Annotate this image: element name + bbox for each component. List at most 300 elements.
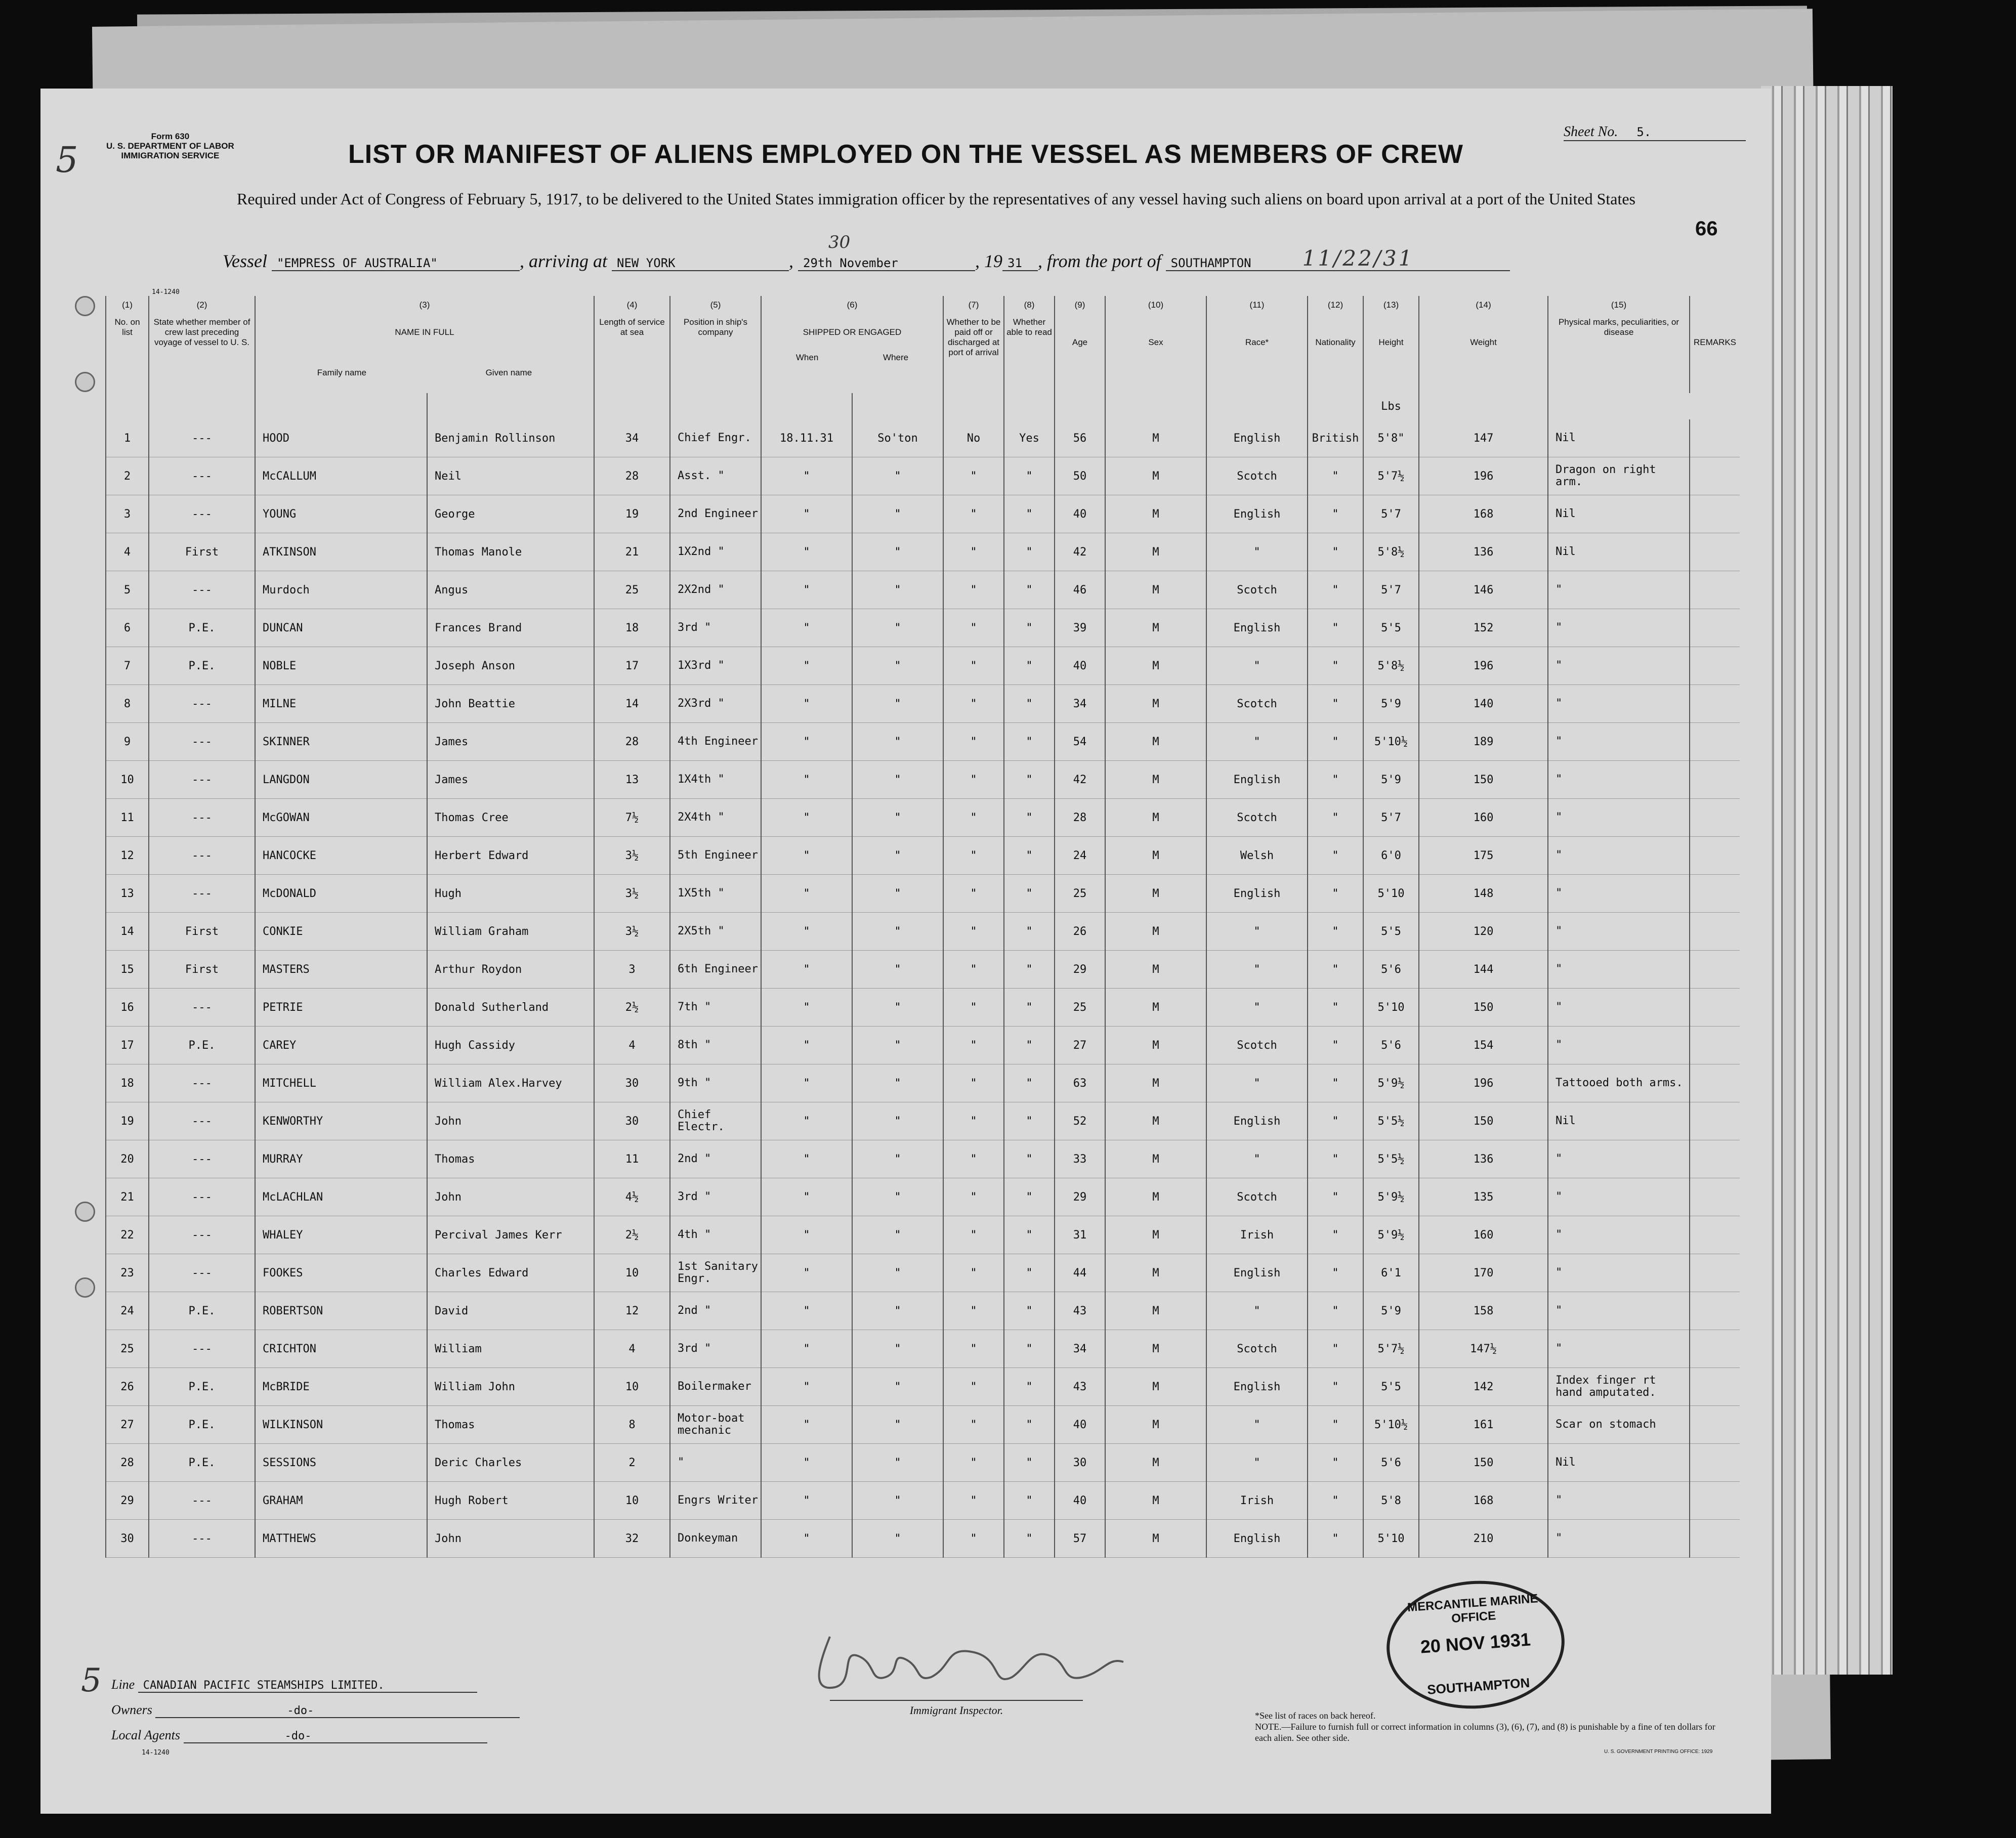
engaged-where: ": [852, 989, 943, 1027]
engaged-when: ": [761, 1444, 852, 1482]
sex: M: [1105, 761, 1206, 799]
crew-row: [106, 419, 1740, 457]
remarks-cell: [1690, 989, 1740, 1027]
race: English: [1206, 1368, 1308, 1406]
vessel-label: Vessel: [223, 251, 267, 271]
height: 5'8": [1363, 419, 1419, 457]
service-length: 2½: [594, 989, 670, 1027]
engaged-where: So'ton: [852, 419, 943, 457]
remarks-cell: [1690, 1140, 1740, 1178]
height: 5'10: [1363, 875, 1419, 913]
race: English: [1206, 761, 1308, 799]
physical-marks: ": [1548, 875, 1690, 913]
able-to-read: ": [1004, 1368, 1055, 1406]
previous-voyage: First: [149, 951, 255, 989]
able-to-read: ": [1004, 1444, 1055, 1482]
age: 33: [1055, 1140, 1105, 1178]
nationality: ": [1308, 837, 1363, 875]
weight: 168: [1419, 1482, 1548, 1520]
position: 1X2nd ": [670, 533, 761, 571]
engaged-where: ": [852, 1027, 943, 1064]
remarks-cell: [1690, 1027, 1740, 1064]
previous-voyage: P.E.: [149, 1406, 255, 1444]
engaged-where: ": [852, 913, 943, 951]
height: 5'7½: [1363, 1330, 1419, 1368]
previous-voyage: P.E.: [149, 1368, 255, 1406]
previous-voyage: ---: [149, 419, 255, 457]
paid-off: ": [943, 1330, 1004, 1368]
height: 5'5½: [1363, 1102, 1419, 1140]
engaged-where: ": [852, 837, 943, 875]
height: 5'9½: [1363, 1064, 1419, 1102]
sex: M: [1105, 1444, 1206, 1482]
line-field: [111, 1677, 477, 1693]
arrival-year: 31: [1002, 256, 1038, 271]
race: ": [1206, 1292, 1308, 1330]
header-able-read: Whether able to read: [1004, 317, 1055, 393]
position: 2X3rd ": [670, 685, 761, 723]
crew-row: [106, 1102, 1740, 1140]
remarks-cell: [1690, 1216, 1740, 1254]
crew-row: [106, 951, 1740, 989]
paid-off: ": [943, 533, 1004, 571]
physical-marks: ": [1548, 913, 1690, 951]
engaged-when: ": [761, 875, 852, 913]
engaged-where: ": [852, 647, 943, 685]
given-name: John: [427, 1178, 594, 1216]
given-name: William Graham: [427, 913, 594, 951]
physical-marks: ": [1548, 609, 1690, 647]
height: 5'6: [1363, 951, 1419, 989]
family-name: FOOKES: [255, 1254, 427, 1292]
line-label: Line: [111, 1677, 135, 1692]
date-correction: 30: [828, 232, 851, 252]
able-to-read: ": [1004, 951, 1055, 989]
nationality: ": [1308, 609, 1363, 647]
vessel-name: "EMPRESS OF AUSTRALIA": [272, 256, 520, 271]
given-name: William Alex.Harvey: [427, 1064, 594, 1102]
previous-voyage: ---: [149, 1178, 255, 1216]
sex: M: [1105, 571, 1206, 609]
sex: M: [1105, 609, 1206, 647]
header-length-service: Length of service at sea: [594, 317, 670, 393]
service-length: 18: [594, 609, 670, 647]
race: Scotch: [1206, 457, 1308, 495]
able-to-read: ": [1004, 685, 1055, 723]
service-length: 19: [594, 495, 670, 533]
physical-marks: Scar on stomach: [1548, 1406, 1690, 1444]
nationality: ": [1308, 1406, 1363, 1444]
race: English: [1206, 1520, 1308, 1558]
crew-row: [106, 1216, 1740, 1254]
family-name: SESSIONS: [255, 1444, 427, 1482]
nationality: ": [1308, 1368, 1363, 1406]
service-length: 30: [594, 1064, 670, 1102]
column-number: (9): [1055, 296, 1105, 317]
header-sex-label: Sex: [1148, 337, 1163, 347]
previous-voyage: ---: [149, 457, 255, 495]
sex: M: [1105, 951, 1206, 989]
family-name: CONKIE: [255, 913, 427, 951]
crew-number: 7: [106, 647, 149, 685]
crew-row: [106, 533, 1740, 571]
weight: 142: [1419, 1368, 1548, 1406]
height: 5'9½: [1363, 1216, 1419, 1254]
crew-row: [106, 913, 1740, 951]
age: 50: [1055, 457, 1105, 495]
year-label: , 19: [975, 251, 1002, 271]
crew-number: 29: [106, 1482, 149, 1520]
able-to-read: ": [1004, 647, 1055, 685]
height: 5'9½: [1363, 1178, 1419, 1216]
race: Scotch: [1206, 1178, 1308, 1216]
remarks-cell: [1690, 457, 1740, 495]
able-to-read: ": [1004, 1254, 1055, 1292]
crew-number: 26: [106, 1368, 149, 1406]
nationality: ": [1308, 951, 1363, 989]
service-length: 10: [594, 1254, 670, 1292]
crew-number: 1: [106, 419, 149, 457]
able-to-read: ": [1004, 1216, 1055, 1254]
paid-off: ": [943, 1064, 1004, 1102]
header-where: Where: [883, 353, 909, 362]
footnotes: [1255, 1710, 1720, 1743]
height: 5'7: [1363, 571, 1419, 609]
race: ": [1206, 723, 1308, 761]
paid-off: ": [943, 1140, 1004, 1178]
engaged-where: ": [852, 1178, 943, 1216]
service-length: 25: [594, 571, 670, 609]
engaged-when: ": [761, 1178, 852, 1216]
sex: M: [1105, 1027, 1206, 1064]
physical-marks: ": [1548, 837, 1690, 875]
column-number: (3): [255, 296, 594, 317]
column-number: (13): [1363, 296, 1419, 317]
able-to-read: ": [1004, 609, 1055, 647]
able-to-read: ": [1004, 799, 1055, 837]
sex: M: [1105, 1520, 1206, 1558]
position: 1X5th ": [670, 875, 761, 913]
weight: 146: [1419, 571, 1548, 609]
family-name: ROBERTSON: [255, 1292, 427, 1330]
age: 54: [1055, 723, 1105, 761]
physical-marks: ": [1548, 799, 1690, 837]
crew-number: 11: [106, 799, 149, 837]
position: Motor-boat mechanic: [670, 1406, 761, 1444]
sheet-number-label: Sheet No.: [1564, 124, 1618, 140]
units-row: [106, 393, 1740, 419]
given-name: James: [427, 761, 594, 799]
penalty-note: NOTE.—Failure to furnish full or correct information in columns (3), (6), (7), and (8) is punishable by a fine of ten dollars for each alien. See other side.: [1255, 1722, 1715, 1743]
sex: M: [1105, 1406, 1206, 1444]
position: Asst. ": [670, 457, 761, 495]
age: 40: [1055, 495, 1105, 533]
engaged-when: ": [761, 685, 852, 723]
sex: M: [1105, 685, 1206, 723]
weight: 210: [1419, 1520, 1548, 1558]
given-name: William John: [427, 1368, 594, 1406]
crew-number: 20: [106, 1140, 149, 1178]
crew-row: [106, 1254, 1740, 1292]
crew-number: 3: [106, 495, 149, 533]
engaged-where: ": [852, 609, 943, 647]
crew-row: [106, 875, 1740, 913]
sex: M: [1105, 419, 1206, 457]
weight: 140: [1419, 685, 1548, 723]
age: 26: [1055, 913, 1105, 951]
position: Boilermaker: [670, 1368, 761, 1406]
weight: 168: [1419, 495, 1548, 533]
position: 2nd Engineer: [670, 495, 761, 533]
crew-number: 6: [106, 609, 149, 647]
header-given-name: Given name: [485, 368, 532, 377]
remarks-cell: [1690, 685, 1740, 723]
column-number: (15): [1548, 296, 1690, 317]
engaged-when: ": [761, 571, 852, 609]
crew-number: 10: [106, 761, 149, 799]
nationality: ": [1308, 1254, 1363, 1292]
weight-unit: Lbs: [1363, 393, 1419, 419]
physical-marks: ": [1548, 1292, 1690, 1330]
remarks-cell: [1690, 1254, 1740, 1292]
printer-imprint: U. S. GOVERNMENT PRINTING OFFICE: 1929: [1604, 1749, 1713, 1755]
weight: 158: [1419, 1292, 1548, 1330]
previous-voyage: ---: [149, 761, 255, 799]
sex: M: [1105, 1064, 1206, 1102]
race: English: [1206, 1102, 1308, 1140]
crew-row: [106, 1482, 1740, 1520]
race: ": [1206, 1064, 1308, 1102]
paid-off: ": [943, 1027, 1004, 1064]
binder-hole: [75, 1277, 95, 1298]
weight: 144: [1419, 951, 1548, 989]
engaged-when: 18.11.31: [761, 419, 852, 457]
stamp-top-text: MERCANTILE MARINE OFFICE: [1407, 1592, 1539, 1626]
agents-label: Local Agents: [111, 1728, 181, 1742]
previous-voyage: ---: [149, 1330, 255, 1368]
remarks-cell: [1690, 609, 1740, 647]
family-name: McGOWAN: [255, 799, 427, 837]
sex: M: [1105, 989, 1206, 1027]
service-length: 4½: [594, 1178, 670, 1216]
header-nationality-label: Nationality: [1315, 337, 1356, 347]
crew-row: [106, 647, 1740, 685]
sex: M: [1105, 1216, 1206, 1254]
race: Irish: [1206, 1482, 1308, 1520]
paid-off: ": [943, 685, 1004, 723]
header-age: [1055, 317, 1105, 393]
race: ": [1206, 1140, 1308, 1178]
given-name: Hugh: [427, 875, 594, 913]
binder-hole: [75, 296, 95, 316]
family-name: MILNE: [255, 685, 427, 723]
weight: 136: [1419, 533, 1548, 571]
weight: 196: [1419, 457, 1548, 495]
agents-field: [111, 1728, 487, 1743]
age: 25: [1055, 989, 1105, 1027]
physical-marks: ": [1548, 1482, 1690, 1520]
crew-number: 22: [106, 1216, 149, 1254]
paid-off: ": [943, 875, 1004, 913]
sex: M: [1105, 1254, 1206, 1292]
crew-row: [106, 837, 1740, 875]
engaged-where: ": [852, 1216, 943, 1254]
nationality: ": [1308, 1027, 1363, 1064]
crew-number: 8: [106, 685, 149, 723]
physical-marks: ": [1548, 1216, 1690, 1254]
race: English: [1206, 875, 1308, 913]
engaged-when: ": [761, 1482, 852, 1520]
engaged-when: ": [761, 837, 852, 875]
family-name: PETRIE: [255, 989, 427, 1027]
previous-voyage: ---: [149, 1216, 255, 1254]
previous-voyage: P.E.: [149, 1292, 255, 1330]
crew-number: 27: [106, 1406, 149, 1444]
position: 8th ": [670, 1027, 761, 1064]
weight: 150: [1419, 761, 1548, 799]
column-number: (6): [761, 296, 943, 317]
able-to-read: ": [1004, 723, 1055, 761]
physical-marks: ": [1548, 1178, 1690, 1216]
service-length: 4: [594, 1027, 670, 1064]
nationality: ": [1308, 685, 1363, 723]
paid-off: ": [943, 1292, 1004, 1330]
given-name: James: [427, 723, 594, 761]
family-name: MATTHEWS: [255, 1520, 427, 1558]
family-name: MASTERS: [255, 951, 427, 989]
race: Welsh: [1206, 837, 1308, 875]
nationality: ": [1308, 1064, 1363, 1102]
able-to-read: ": [1004, 1482, 1055, 1520]
physical-marks: ": [1548, 571, 1690, 609]
column-number: (4): [594, 296, 670, 317]
page-number: 66: [1695, 218, 1718, 240]
family-name: McLACHLAN: [255, 1178, 427, 1216]
from-port-label: , from the port of: [1038, 251, 1161, 271]
age: 34: [1055, 685, 1105, 723]
owners-value: -do-: [155, 1704, 520, 1718]
race: Scotch: [1206, 685, 1308, 723]
sex: M: [1105, 837, 1206, 875]
service-length: 34: [594, 419, 670, 457]
crew-number: 28: [106, 1444, 149, 1482]
service-length: 10: [594, 1482, 670, 1520]
column-number: (7): [943, 296, 1004, 317]
race: ": [1206, 533, 1308, 571]
crew-number: 12: [106, 837, 149, 875]
physical-marks: ": [1548, 1330, 1690, 1368]
able-to-read: ": [1004, 837, 1055, 875]
engaged-when: ": [761, 799, 852, 837]
given-name: Thomas Manole: [427, 533, 594, 571]
family-name: McCALLUM: [255, 457, 427, 495]
physical-marks: Nil: [1548, 1444, 1690, 1482]
height: 5'5½: [1363, 1140, 1419, 1178]
nationality: ": [1308, 457, 1363, 495]
position: 4th ": [670, 1216, 761, 1254]
position: Engrs Writer: [670, 1482, 761, 1520]
form-number: Form 630: [151, 132, 190, 141]
height: 5'9: [1363, 1292, 1419, 1330]
header-sex: [1105, 317, 1206, 393]
sex: M: [1105, 723, 1206, 761]
family-name: HOOD: [255, 419, 427, 457]
sheet-number-value: 5.: [1636, 125, 1652, 139]
column-number: (8): [1004, 296, 1055, 317]
header-name-label: NAME IN FULL: [395, 327, 454, 337]
age: 63: [1055, 1064, 1105, 1102]
remarks-cell: [1690, 1330, 1740, 1368]
owners-field: [111, 1702, 520, 1718]
crew-number: 18: [106, 1064, 149, 1102]
weight: 175: [1419, 837, 1548, 875]
paid-off: ": [943, 1406, 1004, 1444]
paid-off: ": [943, 1216, 1004, 1254]
nationality: ": [1308, 495, 1363, 533]
stamp-bottom-text: SOUTHAMPTON: [1426, 1675, 1531, 1697]
given-name: Deric Charles: [427, 1444, 594, 1482]
physical-marks: ": [1548, 989, 1690, 1027]
position: 4th Engineer: [670, 723, 761, 761]
previous-voyage: ---: [149, 1254, 255, 1292]
service-length: 3½: [594, 875, 670, 913]
position: 3rd ": [670, 1330, 761, 1368]
column-headers: [106, 317, 1740, 393]
crew-row: [106, 571, 1740, 609]
position: 9th ": [670, 1064, 761, 1102]
physical-marks: Nil: [1548, 495, 1690, 533]
engaged-where: ": [852, 495, 943, 533]
previous-voyage: ---: [149, 799, 255, 837]
nationality: ": [1308, 571, 1363, 609]
crew-number: 30: [106, 1520, 149, 1558]
engaged-where: ": [852, 1520, 943, 1558]
sex: M: [1105, 1292, 1206, 1330]
position: ": [670, 1444, 761, 1482]
owners-label: Owners: [111, 1702, 152, 1717]
given-name: David: [427, 1292, 594, 1330]
age: 28: [1055, 799, 1105, 837]
weight: 154: [1419, 1027, 1548, 1064]
remarks-cell: [1690, 1064, 1740, 1102]
position: Chief Engr.: [670, 419, 761, 457]
previous-voyage: ---: [149, 685, 255, 723]
given-name: John Beattie: [427, 685, 594, 723]
able-to-read: Yes: [1004, 419, 1055, 457]
paid-off: No: [943, 419, 1004, 457]
given-name: Herbert Edward: [427, 837, 594, 875]
paid-off: ": [943, 1178, 1004, 1216]
height: 5'8½: [1363, 533, 1419, 571]
given-name: Charles Edward: [427, 1254, 594, 1292]
agents-value: -do-: [184, 1730, 487, 1743]
stamp-date: 20 NOV 1931: [1419, 1629, 1531, 1657]
engaged-when: ": [761, 533, 852, 571]
crew-row: [106, 457, 1740, 495]
previous-voyage: ---: [149, 1102, 255, 1140]
sex: M: [1105, 533, 1206, 571]
able-to-read: ": [1004, 1292, 1055, 1330]
previous-voyage: ---: [149, 495, 255, 533]
crew-number: 15: [106, 951, 149, 989]
race: ": [1206, 913, 1308, 951]
crew-row: [106, 1520, 1740, 1558]
sex: M: [1105, 1330, 1206, 1368]
header-position: Position in ship's company: [670, 317, 761, 393]
remarks-cell: [1690, 571, 1740, 609]
engaged-where: ": [852, 1064, 943, 1102]
race: Scotch: [1206, 1027, 1308, 1064]
